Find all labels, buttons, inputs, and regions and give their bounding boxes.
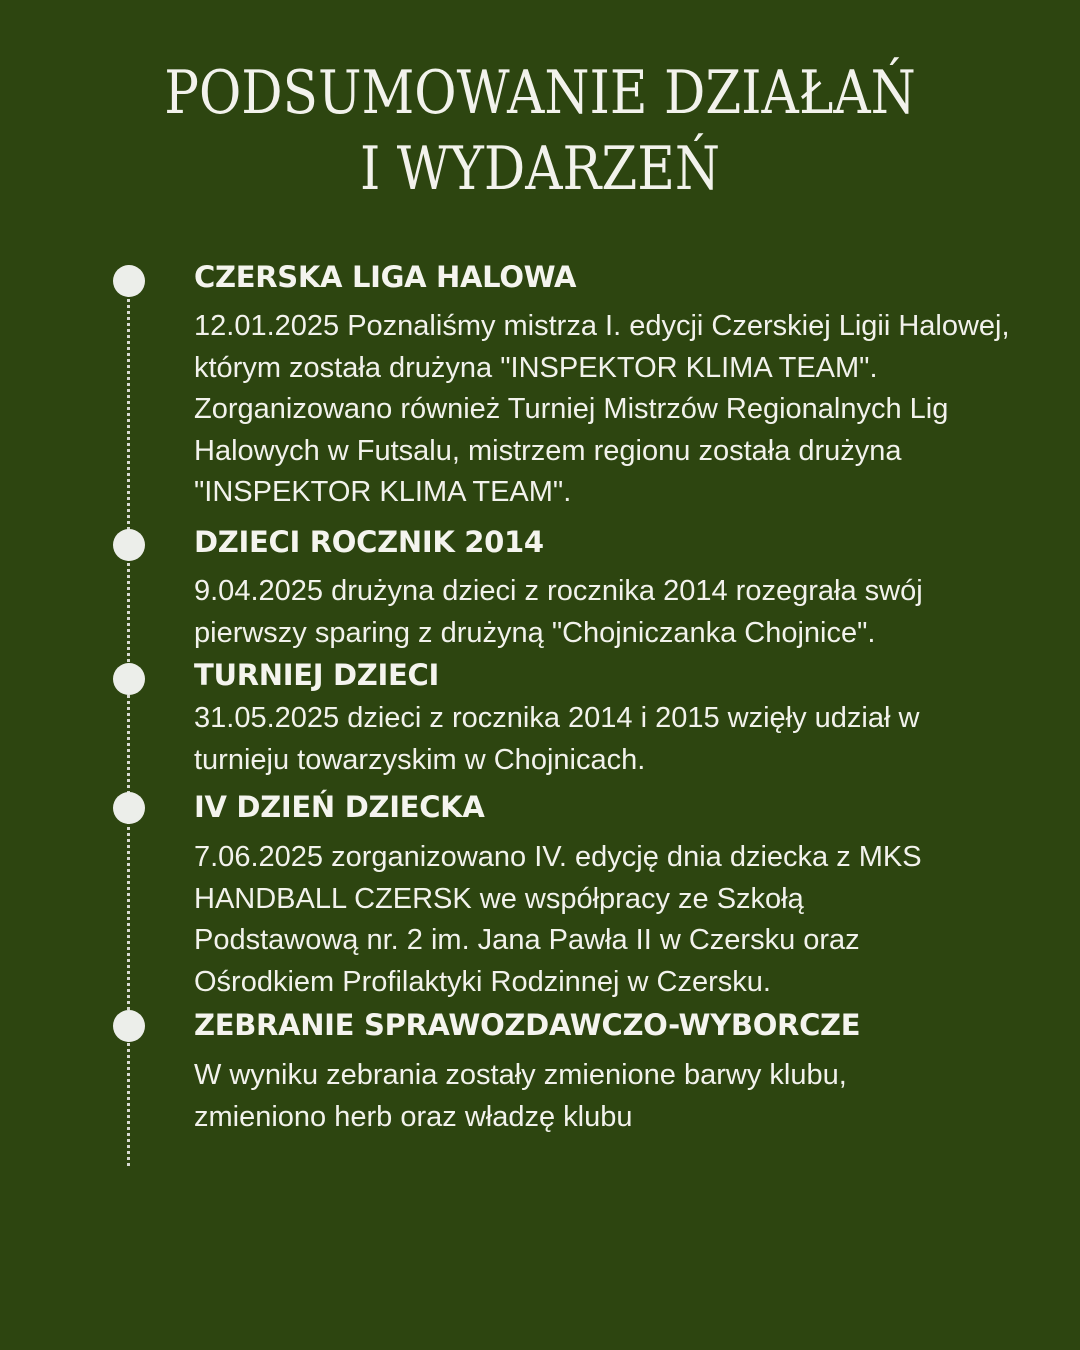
page-title (0, 55, 1080, 207)
event-heading: TURNIEJ DZIECI (194, 658, 439, 692)
event-description-line: Halowych w Futsalu, mistrzem regionu została drużyna (194, 434, 902, 467)
event-heading: ZEBRANIE SPRAWOZDAWCZO-WYBORCZE (194, 1008, 861, 1042)
event-heading: CZERSKA LIGA HALOWA (194, 260, 577, 294)
event-description-line: 31.05.2025 dzieci z rocznika 2014 i 2015 wzięły udział w (194, 702, 920, 734)
event-description (194, 306, 1054, 514)
event-description-line: którym została drużyna "INSPEKTOR KLIMA TEAM". (194, 351, 878, 384)
timeline-dot (113, 663, 145, 695)
event-heading: IV DZIEŃ DZIECKA (194, 790, 485, 824)
event-description (194, 571, 1054, 654)
event-description-line: pierwszy sparing z drużyną "Chojniczanka Chojnice". (194, 616, 876, 649)
event-description-line: Ośrodkiem Profilaktyki Rodzinnej w Czersku. (194, 965, 771, 998)
event-description-line: turnieju towarzyskim w Chojnicach. (194, 743, 646, 776)
timeline-dot (113, 529, 145, 561)
event-description (194, 698, 1054, 781)
event-description-line: 9.04.2025 drużyna dzieci z rocznika 2014 rozegrała swój (194, 575, 923, 607)
event-description-line: 12.01.2025 Poznaliśmy mistrza I. edycji Czerskiej Ligii Halowej, (194, 310, 1010, 342)
page-title-line-1: PODSUMOWANIE DZIAŁAŃ (164, 58, 916, 128)
event-description-line: Podstawową nr. 2 im. Jana Pawła II w Czersku oraz (194, 924, 860, 956)
event-heading: DZIECI ROCZNIK 2014 (194, 525, 544, 559)
event-description-line: Zorganizowano również Turniej Mistrzów Regionalnych Lig (194, 393, 949, 425)
page-title-line-2: I WYDARZEŃ (359, 134, 721, 204)
event-description (194, 837, 1054, 1003)
event-description (194, 1055, 1054, 1138)
event-description-line: "INSPEKTOR KLIMA TEAM". (194, 476, 572, 508)
event-description-line: HANDBALL CZERSK we współpracy ze Szkołą (194, 882, 804, 915)
event-description-line: W wyniku zebrania zostały zmienione barwy klubu, (194, 1059, 847, 1091)
event-description-line: 7.06.2025 zorganizowano IV. edycję dnia dziecka z MKS (194, 841, 922, 873)
timeline-dot (113, 265, 145, 297)
timeline-dot (113, 1010, 145, 1042)
event-description-line: zmieniono herb oraz władzę klubu (194, 1100, 633, 1133)
timeline-dot (113, 792, 145, 824)
